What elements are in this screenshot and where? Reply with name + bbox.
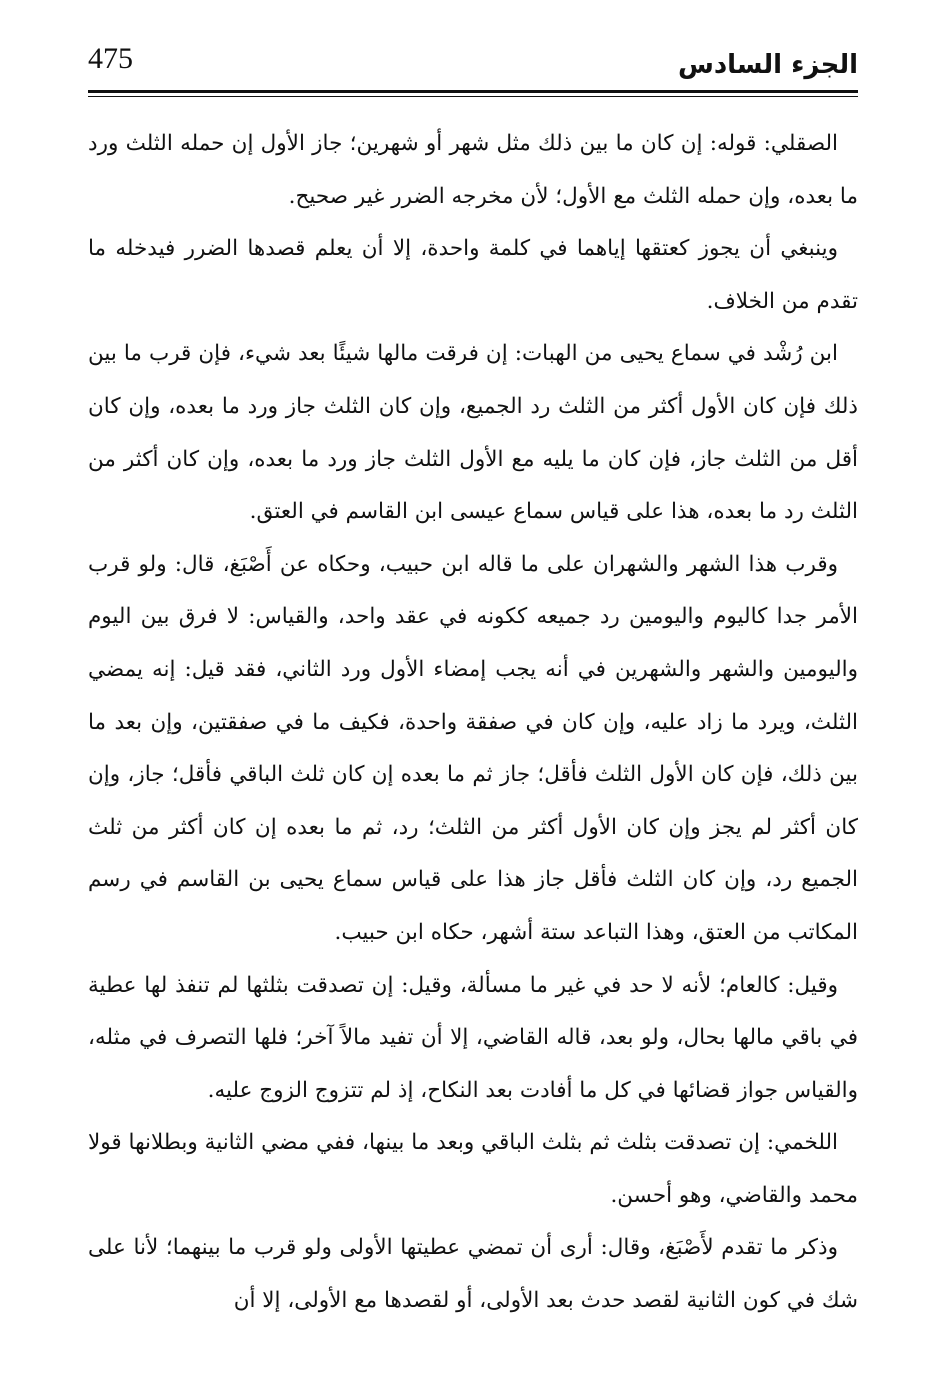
header-rule-thin bbox=[88, 96, 858, 97]
paragraph: وقرب هذا الشهر والشهران على ما قاله ابن حبيب، وحكاه عن أَصْبَغ، قال: ولو قرب الأمر جدا كاليوم واليومين رد جميعه ككونه في عقد واحد، والقياس: لا فرق بين اليوم واليومين والشهر والشهرين في أنه يجب إمضاء الأول ورد الثاني، فقد قيل: إنه يمضي الثلث، ويرد ما زاد عليه، وإن كان في صفقة واحدة، فكيف ما في صفقتين، وإن بعد ما بين ذلك، فإن كان الأول الثلث فأقل؛ جاز ثم ما بعده إن كان ثلث الباقي فأقل؛ جاز، وإن كان أكثر لم يجز وإن كان الأول أكثر من الثلث؛ رد، ثم ما بعده إن كان أكثر من ثلث الجميع رد، وإن كان الثلث فأقل جاز هذا على قياس سماع يحيى بن القاسم في رسم المكاتب من العتق، وهذا التباعد ستة أشهر، حكاه ابن حبيب. bbox=[88, 551, 858, 945]
paragraph: اللخمي: إن تصدقت بثلث ثم بثلث الباقي وبعد ما بينها، ففي مضي الثانية وبطلانها قولا محمد والقاضي، وهو أحسن. bbox=[88, 1130, 858, 1208]
running-title: الجزء السادس bbox=[677, 50, 858, 80]
body-text bbox=[88, 118, 858, 1373]
paragraph: الصقلي: قوله: إن كان ما بين ذلك مثل شهر أو شهرين؛ جاز الأول إن حمله الثلث ورد ما بعده، وإن حمله الثلث مع الأول؛ لأن مخرجه الضرر غير صحيح. bbox=[88, 131, 858, 209]
paragraph: وقيل: كالعام؛ لأنه لا حد في غير ما مسألة، وقيل: إن تصدقت بثلثها لم تنفذ لها عطية في باقي مالها بحال، ولو بعد، قاله القاضي، إلا أن تفيد مالاً آخر؛ فلها التصرف في مثله، والقياس جواز قضائها في كل ما أفادت بعد النكاح، إذ لم تتزوج الزوج عليه. bbox=[88, 972, 858, 1103]
header-rule-thick bbox=[88, 90, 858, 93]
paragraph: وينبغي أن يجوز كعتقها إياهما في كلمة واحدة، إلا أن يعلم قصدها الضرر فيدخله ما تقدم من الخلاف. bbox=[88, 236, 858, 314]
page-header bbox=[88, 30, 858, 90]
paragraph: ابن رُشْد في سماع يحيى من الهبات: إن فرقت مالها شيئًا بعد شيء، فإن قرب ما بين ذلك فإن كان الأول أكثر من الثلث رد الجميع، وإن كان الثلث جاز ورد ما بعده، وإن كان أقل من الثلث جاز، فإن كان ما يليه مع الأول الثلث جاز ورد ما بعده، وإن كان أكثر من الثلث رد ما بعده، هذا على قياس سماع عيسى ابن القاسم في العتق. bbox=[88, 341, 858, 525]
page-number: 475 bbox=[88, 42, 133, 75]
paragraph: وذكر ما تقدم لأَصْبَغ، وقال: أرى أن تمضي عطيتها الأولى ولو قرب ما بينهما؛ لأنا على شك في كون الثانية لقصد حدث بعد الأولى، أو لقصدها مع الأولى، إلا أن bbox=[88, 1235, 858, 1314]
